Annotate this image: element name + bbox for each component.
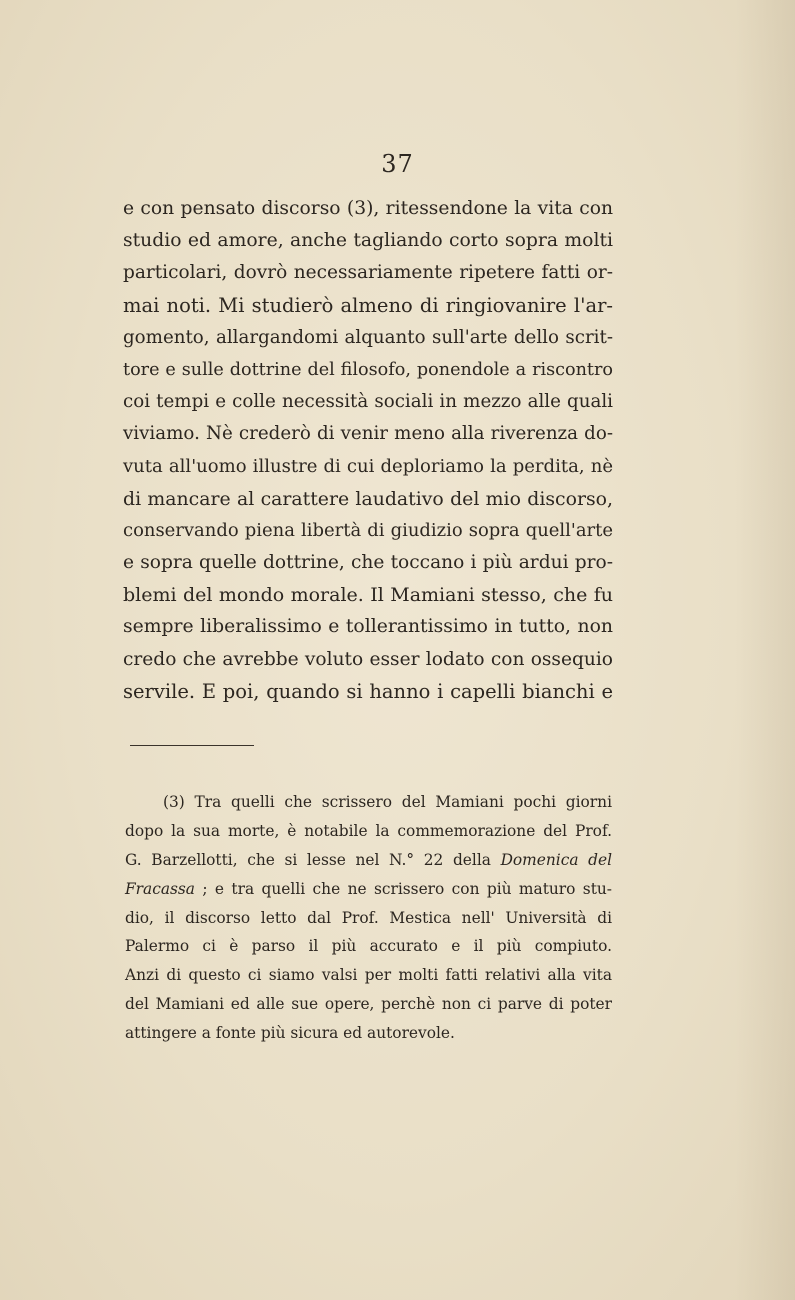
body-line: di mancare al carattere laudativo del mio discorso, (123, 487, 613, 510)
footnote-text: G. Barzellotti, che si lesse nel N.° 22 della (125, 850, 501, 869)
body-line: servile. E poi, quando si hanno i capelli bianchi e (123, 679, 613, 703)
body-line: e con pensato discorso (3), ritessendone la vita con (123, 198, 613, 219)
body-line: e sopra quelle dottrine, che toccano i più ardui pro- (123, 552, 613, 574)
page-number: 37 (381, 150, 414, 178)
footnote-line: (3) Tra quelli che scrissero del Mamiani pochi giorni (163, 793, 612, 811)
footnote (125, 788, 612, 1048)
footnote-line (125, 846, 612, 875)
footnote-line: del Mamiani ed alle sue opere, perchè non ci parve di poter (125, 995, 612, 1014)
body-text (123, 193, 613, 708)
body-line: particolari, dovrò necessariamente ripetere fatti or- (123, 262, 613, 284)
body-line: coi tempi e colle necessità sociali in mezzo alle quali (123, 391, 613, 413)
body-line: conservando piena libertà di giudizio sopra quell'arte (123, 519, 613, 541)
body-line: viviamo. Nè crederò di venir meno alla riverenza do- (123, 423, 613, 445)
body-line: sempre liberalissimo e tollerantissimo in tutto, non (123, 616, 613, 638)
footnote-line: dio, il discorso letto dal Prof. Mestica nell' Università di (125, 908, 612, 927)
body-line: tore e sulle dottrine del filosofo, ponendole a riscontro (123, 359, 613, 380)
footnote-title-italic: Fracassa (125, 879, 195, 898)
body-line: blemi del mondo morale. Il Mamiani stesso, che fu (123, 584, 613, 607)
footnote-text: ; e tra quelli che ne scrissero con più maturo stu- (194, 879, 612, 898)
footnote-line: Palermo ci è parso il più accurato e il più compiuto. (125, 937, 612, 956)
body-line: credo che avrebbe voluto esser lodato con ossequio (123, 648, 613, 670)
body-line: vuta all'uomo illustre di cui deploriamo la perdita, nè (123, 455, 613, 477)
footnote-line: dopo la sua morte, è notabile la commemorazione del Prof. (125, 821, 612, 840)
page-edge-shadow (735, 0, 795, 1300)
footnote-separator (130, 745, 254, 746)
footnote-title-italic: Domenica del (500, 850, 613, 869)
footnote-line (125, 875, 612, 904)
body-line: mai noti. Mi studierò almeno di ringiovanire l'ar- (123, 293, 613, 317)
body-line: studio ed amore, anche tagliando corto sopra molti (123, 230, 613, 252)
footnote-line: attingere a fonte più sicura ed autorevole. (125, 1024, 455, 1043)
body-line: gomento, allargandomi alquanto sull'arte dello scrit- (123, 326, 613, 348)
footnote-line: Anzi di questo ci siamo valsi per molti fatti relativi alla vita (125, 966, 612, 985)
